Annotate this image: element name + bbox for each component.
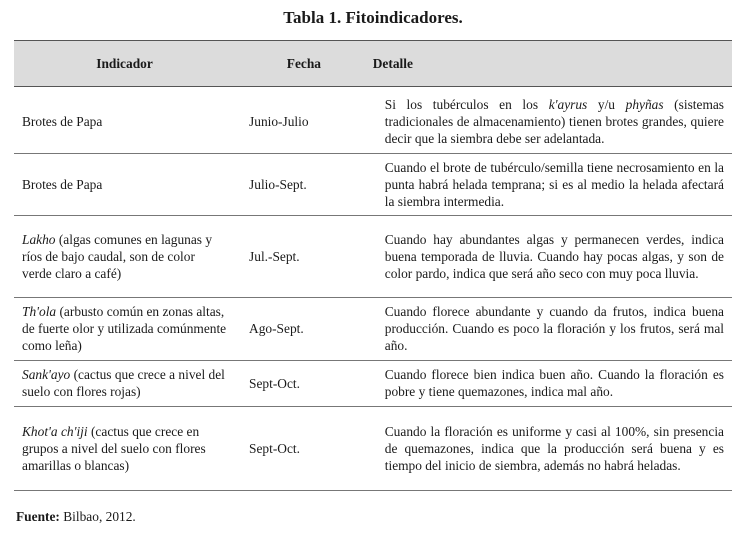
- table-title: Tabla 1. Fitoindicadores.: [283, 8, 463, 27]
- detail-italic-term: phyñas: [625, 97, 664, 113]
- date-cell: Sept-Oct.: [235, 406, 373, 490]
- detail-cell: Cuando el brote de tubérculo/semilla tiene necrosamiento en la punta habrá helada temprana; si es al medio la helada afectará la siembra intermedia.: [373, 153, 732, 215]
- detail-cell: Cuando florece bien indica buen año. Cuando la floración es pobre y tiene quemazones, indica mal año.: [373, 360, 732, 406]
- detail-cell: Cuando florece abundante y cuando da frutos, indica buena producción. Cuando es poco la floración y los frutos, será mal año.: [373, 297, 732, 360]
- detail-italic-term: k'ayrus: [548, 97, 588, 113]
- indicator-description: (cactus que crece en grupos a nivel del suelo con flores amarillas o blancas): [22, 423, 206, 473]
- source-text: Bilbao, 2012.: [59, 509, 136, 524]
- indicator-cell: [14, 406, 235, 490]
- header-indicador: Indicador: [14, 41, 235, 87]
- indicator-italic-name: Sank'ayo: [22, 367, 71, 382]
- table-row: [14, 91, 732, 153]
- indicator-cell: [14, 91, 235, 153]
- table-row: [14, 360, 732, 406]
- detail-text: (sistemas tradicionales de almacenamiento) tienen brotes grandes, quiere decir que la siembra debe ser adelantada.: [384, 97, 725, 147]
- indicator-italic-name: Th'ola: [22, 304, 57, 319]
- indicator-name: Brotes de Papa: [22, 176, 103, 192]
- header-detalle: Detalle: [373, 41, 732, 87]
- indicator-cell: [14, 297, 235, 360]
- indicator-cell: [14, 215, 235, 297]
- table-header-row: [14, 41, 732, 87]
- indicator-description: (algas comunes en lagunas y ríos de bajo caudal, son de color verde claro a café): [22, 231, 213, 281]
- table-row: [14, 153, 732, 215]
- detail-cell: Cuando hay abundantes algas y permanecen verdes, indica buena temporada de lluvia. Cuando hay pocas algas, y son de color pardo, indica que será año seco con muy poca lluvia.: [373, 215, 732, 297]
- table-row: [14, 215, 732, 297]
- indicator-cell: [14, 360, 235, 406]
- indicator-description: (arbusto común en zonas altas, de fuerte olor y utilizada comúnmente como leña): [22, 304, 227, 353]
- table-row: [14, 297, 732, 360]
- date-cell: Julio-Sept.: [235, 153, 373, 215]
- indicator-description: (cactus que crece a nivel del suelo con flores rojas): [22, 367, 225, 399]
- date-cell: Junio-Julio: [235, 91, 373, 153]
- indicator-cell: [14, 153, 235, 215]
- date-cell: Jul.-Sept.: [235, 215, 373, 297]
- detail-text: Si los tubérculos en los: [384, 97, 549, 113]
- indicator-name: Brotes de Papa: [22, 114, 103, 130]
- phytoindicators-table: [14, 40, 732, 491]
- detail-text: y/u: [587, 97, 626, 113]
- date-cell: Ago-Sept.: [235, 297, 373, 360]
- detail-cell: [373, 91, 732, 153]
- table-row: [14, 406, 732, 490]
- indicator-italic-name: Khot'a ch'iji: [22, 423, 88, 439]
- source-label: Fuente:: [16, 509, 60, 524]
- indicator-italic-name: Lakho: [22, 231, 56, 247]
- header-fecha: Fecha: [235, 41, 373, 87]
- date-cell: Sept-Oct.: [235, 360, 373, 406]
- detail-cell: Cuando la floración es uniforme y casi al 100%, sin presencia de quemazones, indica que la producción será buena y es tiempo del inicio de siembra, además no habrá heladas.: [373, 406, 732, 490]
- source-note: [16, 509, 136, 525]
